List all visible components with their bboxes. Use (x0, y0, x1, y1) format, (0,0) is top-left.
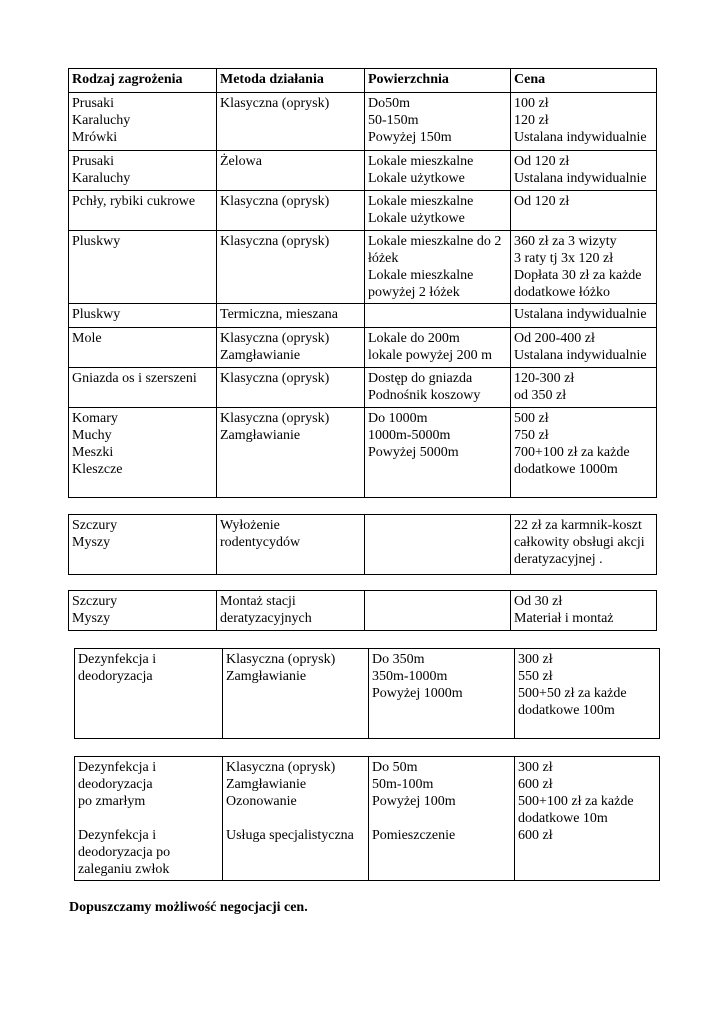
cell-text-line: Klasyczna (oprysk) (226, 760, 336, 775)
cell-text-line: Montaż stacji deratyzacyjnych (220, 594, 312, 626)
cell-text-line: 300 zł (518, 760, 553, 775)
cell-text-line: 120-300 zł (514, 371, 575, 386)
cell-text-line: Lokale do 200m (368, 331, 460, 346)
cell-text-line: lokale powyżej 200 m (368, 348, 493, 363)
cell-text-line: Lokale mieszkalne powyżej 2 łóżek (368, 268, 474, 300)
cell-text-line: Lokale mieszkalne do 2 łóżek (368, 234, 502, 266)
cell-text-line: Dezynfekcja i deodoryzacja (78, 652, 157, 684)
cell-text-line: Lokale mieszkalne (368, 194, 474, 209)
cell-text-line: Żelowa (220, 154, 262, 169)
main-price-table (68, 68, 657, 498)
table-row (69, 304, 657, 328)
cell-text-line: Ustalana indywidualnie (514, 130, 647, 145)
method-cell (217, 93, 365, 151)
threat-type-cell (75, 649, 223, 739)
cell-text-line: Lokale mieszkalne (368, 154, 474, 169)
table-row (75, 757, 660, 881)
price-cell (515, 757, 660, 881)
header-price: Cena (511, 69, 657, 93)
table-row (75, 649, 660, 739)
header-threat-type: Rodzaj zagrożenia (69, 69, 217, 93)
negotiation-note: Dopuszczamy możliwość negocjacji cen. (69, 900, 308, 915)
cell-text-line: Szczury (72, 594, 118, 609)
cell-text-line: Dezynfekcja i deodoryzacja po zaleganiu zwłok (78, 828, 171, 877)
method-cell (217, 328, 365, 368)
cell-text-line: Myszy (72, 611, 111, 626)
area-cell (365, 368, 511, 408)
threat-type-cell (69, 591, 217, 631)
area-cell (365, 231, 511, 304)
cell-text-line: Meszki (72, 445, 114, 460)
cell-text-line: Klasyczna (oprysk) (220, 194, 330, 209)
cell-text-line: Kleszcze (72, 462, 123, 477)
cell-text-line: Termiczna, mieszana (220, 307, 338, 322)
cell-text-line: Dezynfekcja i deodoryzacja (78, 760, 157, 792)
area-cell (365, 93, 511, 151)
method-cell (217, 231, 365, 304)
cell-text-line: Zamgławianie (220, 428, 301, 443)
cell-text-line: 600 zł (518, 828, 553, 843)
cell-text-line: po zmarłym (78, 794, 146, 809)
area-cell (369, 757, 515, 881)
area-cell (365, 408, 511, 498)
cell-text-line: 1000m-5000m (368, 428, 451, 443)
cell-text-line: Karaluchy (72, 113, 131, 128)
cell-text-line: Ustalana indywidualnie (514, 171, 647, 186)
rodent-table-2 (68, 590, 657, 631)
table-row (69, 328, 657, 368)
cell-text-line: 22 zł za karmnik-koszt całkowity obsługi akcji deratyzacyjnej . (514, 518, 645, 567)
cell-text-line: 360 zł za 3 wizyty (514, 234, 617, 249)
cell-text-line: Wyłożenie rodentycydów (220, 518, 301, 550)
table-row (69, 151, 657, 191)
price-cell (511, 328, 657, 368)
price-cell (511, 368, 657, 408)
cell-text-line: Do50m (368, 96, 410, 111)
table-row (69, 231, 657, 304)
cell-text-line: 3 raty tj 3x 120 zł (514, 251, 614, 266)
method-cell (223, 757, 369, 881)
cell-text-line: Klasyczna (oprysk) (220, 411, 330, 426)
cell-text-line: Od 120 zł (514, 194, 570, 209)
cell-text-line: 550 zł (518, 669, 553, 684)
price-cell (511, 515, 657, 575)
cell-text-line: 600 zł (518, 777, 553, 792)
cell-text-line: Klasyczna (oprysk) (220, 96, 330, 111)
threat-type-cell (69, 408, 217, 498)
price-cell (511, 151, 657, 191)
cell-text-line: Ozonowanie (226, 794, 297, 809)
price-cell (511, 591, 657, 631)
cell-text-line: Od 30 zł (514, 594, 563, 609)
price-cell (511, 191, 657, 231)
cell-text-line: Powyżej 1000m (372, 686, 463, 701)
area-cell (365, 328, 511, 368)
method-cell (217, 408, 365, 498)
threat-type-cell (69, 93, 217, 151)
table-row (69, 515, 657, 575)
threat-type-cell (69, 304, 217, 328)
cell-text-line: Lokale użytkowe (368, 171, 465, 186)
method-cell (223, 649, 369, 739)
cell-text-line: Zamgławianie (220, 348, 301, 363)
cell-text-line: Zamgławianie (226, 777, 307, 792)
cell-text-line (226, 810, 365, 827)
price-cell (511, 231, 657, 304)
cell-text-line: 350m-1000m (372, 669, 448, 684)
cell-text-line: Ustalana indywidualnie (514, 348, 647, 363)
area-cell (365, 591, 511, 631)
area-cell (365, 191, 511, 231)
cell-text-line: 100 zł (514, 96, 549, 111)
cell-text-line: Klasyczna (oprysk) (220, 371, 330, 386)
cell-text-line: Karaluchy (72, 171, 131, 186)
cell-text-line: Powyżej 5000m (368, 445, 459, 460)
threat-type-cell (69, 328, 217, 368)
threat-type-cell (69, 231, 217, 304)
cell-text-line (78, 810, 219, 827)
table-row (69, 93, 657, 151)
header-area: Powierzchnia (365, 69, 511, 93)
cell-text-line: Usługa specjalistyczna (226, 828, 354, 843)
threat-type-cell (69, 151, 217, 191)
cell-text-line: Do 1000m (368, 411, 428, 426)
rodent-table-1 (68, 514, 657, 575)
cell-text-line: 700+100 zł za każde dodatkowe 1000m (514, 445, 630, 477)
cell-text-line: Materiał i montaż (514, 611, 614, 626)
cell-text-line: Powyżej 150m (368, 130, 452, 145)
cell-text-line: Dostęp do gniazda (368, 371, 473, 386)
cell-text-line: Ustalana indywidualnie (514, 307, 647, 322)
method-cell (217, 151, 365, 191)
cell-text-line: Pluskwy (72, 307, 121, 322)
area-cell (369, 649, 515, 739)
cell-text-line: Powyżej 100m (372, 794, 456, 809)
main-table-body (69, 93, 657, 498)
cell-text-line (372, 810, 511, 827)
threat-type-cell (69, 515, 217, 575)
cell-text-line: Prusaki (72, 154, 114, 169)
price-cell (511, 304, 657, 328)
cell-text-line: 500 zł (514, 411, 549, 426)
cell-text-line: Dopłata 30 zł za każde dodatkowe łóżko (514, 268, 642, 300)
cell-text-line: Klasyczna (oprysk) (220, 331, 330, 346)
table-row (69, 191, 657, 231)
cell-text-line: Do 50m (372, 760, 418, 775)
cell-text-line: Pchły, rybiki cukrowe (72, 194, 196, 209)
price-cell (515, 649, 660, 739)
disinfection-table-2 (74, 756, 660, 881)
cell-text-line: Lokale użytkowe (368, 211, 465, 226)
cell-text-line: Mrówki (72, 130, 118, 145)
method-cell (217, 591, 365, 631)
cell-text-line: Do 350m (372, 652, 425, 667)
table-row (69, 591, 657, 631)
cell-text-line: Pluskwy (72, 234, 121, 249)
cell-text-line: 500+100 zł za każde dodatkowe 10m (518, 794, 634, 826)
method-cell (217, 368, 365, 408)
cell-text-line: od 350 zł (514, 388, 567, 403)
cell-text-line: Od 200-400 zł (514, 331, 595, 346)
cell-text-line: Podnośnik koszowy (368, 388, 481, 403)
method-cell (217, 515, 365, 575)
cell-text-line: 500+50 zł za każde dodatkowe 100m (518, 686, 627, 718)
cell-text-line: Od 120 zł (514, 154, 570, 169)
cell-text-line: 300 zł (518, 652, 553, 667)
cell-text-line: Gniazda os i szerszeni (72, 371, 197, 386)
price-cell (511, 408, 657, 498)
cell-text-line: 750 zł (514, 428, 549, 443)
method-cell (217, 191, 365, 231)
area-cell (365, 304, 511, 328)
threat-type-cell (75, 757, 223, 881)
cell-text-line: 50m-100m (372, 777, 434, 792)
disinfection-table-1 (74, 648, 660, 739)
cell-text-line: Komary (72, 411, 118, 426)
cell-text-line: 120 zł (514, 113, 549, 128)
cell-text-line: Szczury (72, 518, 118, 533)
main-table-header-row (69, 69, 657, 93)
table-row (69, 368, 657, 408)
header-method: Metoda działania (217, 69, 365, 93)
cell-text-line: Muchy (72, 428, 112, 443)
price-cell (511, 93, 657, 151)
area-cell (365, 515, 511, 575)
method-cell (217, 304, 365, 328)
area-cell (365, 151, 511, 191)
threat-type-cell (69, 191, 217, 231)
cell-text-line: Mole (72, 331, 102, 346)
cell-text-line: Zamgławianie (226, 669, 307, 684)
cell-text-line: Myszy (72, 535, 111, 550)
cell-text-line: 50-150m (368, 113, 419, 128)
threat-type-cell (69, 368, 217, 408)
table-row (69, 408, 657, 498)
cell-text-line: Klasyczna (oprysk) (220, 234, 330, 249)
cell-text-line: Pomieszczenie (372, 828, 456, 843)
cell-text-line: Prusaki (72, 96, 114, 111)
cell-text-line: Klasyczna (oprysk) (226, 652, 336, 667)
